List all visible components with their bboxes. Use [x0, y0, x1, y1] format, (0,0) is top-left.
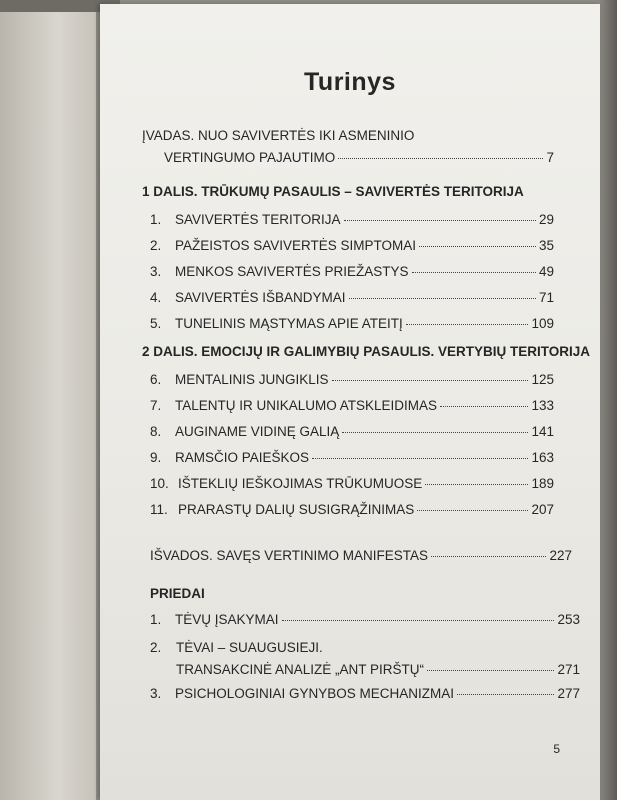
toc-page-number: 29 — [538, 212, 554, 227]
toc-entry — [150, 476, 554, 491]
toc-entry — [150, 612, 580, 627]
toc-entry-label: AUGINAME VIDINĘ GALIĄ — [175, 424, 340, 439]
dot-leader — [419, 246, 536, 247]
toc-entry — [176, 662, 580, 677]
toc-page-number: 71 — [538, 290, 554, 305]
toc-entry-number: 1. — [150, 612, 162, 627]
toc-entry-label: MENKOS SAVIVERTĖS PRIEŽASTYS — [175, 264, 409, 279]
toc-part1-heading: 1 DALIS. TRŪKUMŲ PASAULIS – SAVIVERTĖS TERITORIJA — [142, 184, 524, 199]
dot-leader — [332, 380, 529, 381]
toc-intro-line2: VERTINGUMO PAJAUTIMO — [164, 150, 336, 165]
toc-page-number: 207 — [531, 502, 554, 517]
toc-entry-number: 3. — [150, 264, 162, 279]
toc-entry-number: 1. — [150, 212, 162, 227]
adjacent-page — [0, 0, 96, 800]
toc-page-number: 133 — [531, 398, 554, 413]
toc-page-number: 163 — [531, 450, 554, 465]
toc-entry-label: TUNELINIS MĄSTYMAS APIE ATEITĮ — [175, 316, 403, 331]
toc-entry-label: TRANSAKCINĖ ANALIZĖ „ANT PIRŠTŲ“ — [176, 662, 425, 677]
toc-entry-label: TĖVŲ ĮSAKYMAI — [175, 612, 279, 627]
toc-conclusion-entry — [150, 548, 572, 563]
toc-entry-label: SAVIVERTĖS IŠBANDYMAI — [175, 290, 346, 305]
dot-leader — [427, 670, 554, 671]
dot-leader — [344, 220, 536, 221]
toc-entry-label: MENTALINIS JUNGIKLIS — [175, 372, 329, 387]
page-edge-shadow — [599, 0, 617, 800]
toc-page-number: 277 — [557, 686, 580, 701]
toc-appendix-heading: PRIEDAI — [150, 586, 205, 601]
toc-entry-number: 11. — [150, 502, 168, 517]
toc-entry-label: TĖVAI – SUAUGUSIEJI. — [176, 640, 323, 655]
toc-entry-label: RAMSČIO PAIEŠKOS — [175, 450, 310, 465]
toc-entry-label: PSICHOLOGINIAI GYNYBOS MECHANIZMAI — [175, 686, 455, 701]
page-title: Turinys — [304, 68, 396, 96]
toc-entry — [150, 212, 554, 227]
toc-entry-number: 2. — [150, 238, 162, 253]
toc-entry-label: PAŽEISTOS SAVIVERTĖS SIMPTOMAI — [175, 238, 417, 253]
toc-page-number: 227 — [549, 548, 572, 563]
toc-page-number: 125 — [531, 372, 554, 387]
toc-entry — [150, 238, 554, 253]
toc-entry-number: 2. — [150, 640, 162, 655]
dot-leader — [282, 620, 555, 621]
dot-leader — [425, 484, 528, 485]
toc-entry-number: 8. — [150, 424, 162, 439]
toc-entry-label: IŠVADOS. SAVĘS VERTINIMO MANIFESTAS — [150, 548, 429, 563]
toc-entry-number: 5. — [150, 316, 162, 331]
toc-entry-label: IŠTEKLIŲ IEŠKOJIMAS TRŪKUMUOSE — [178, 476, 423, 491]
toc-entry — [150, 398, 554, 413]
toc-entry — [150, 264, 554, 279]
toc-entry-label: TALENTŲ IR UNIKALUMO ATSKLEIDIMAS — [175, 398, 438, 413]
toc-entry — [150, 502, 554, 517]
toc-entry-number: 7. — [150, 398, 162, 413]
toc-entry-label: SAVIVERTĖS TERITORIJA — [175, 212, 341, 227]
toc-page-number: 141 — [531, 424, 554, 439]
dot-leader — [312, 458, 528, 459]
dot-leader — [406, 324, 529, 325]
toc-entry — [150, 424, 554, 439]
toc-intro-line1: ĮVADAS. NUO SAVIVERTĖS IKI ASMENINIO — [142, 128, 415, 143]
toc-part2-heading: 2 DALIS. EMOCIJŲ IR GALIMYBIŲ PASAULIS. VERTYBIŲ TERITORIJA — [142, 344, 591, 359]
toc-entry-number: 9. — [150, 450, 162, 465]
toc-entry-number: 3. — [150, 686, 162, 701]
toc-entry-number: 10. — [150, 476, 169, 491]
dot-leader — [417, 510, 528, 511]
dot-leader — [338, 158, 543, 159]
toc-entry — [150, 316, 554, 331]
book-page — [100, 4, 600, 800]
toc-page-number: 35 — [538, 238, 554, 253]
toc-entry — [150, 372, 554, 387]
dot-leader — [342, 432, 528, 433]
toc-page-number: 109 — [531, 316, 554, 331]
dot-leader — [349, 298, 536, 299]
toc-page-number: 189 — [531, 476, 554, 491]
toc-entry — [150, 686, 580, 701]
toc-entry — [150, 450, 554, 465]
toc-intro-entry — [164, 150, 554, 165]
toc-page-number: 271 — [557, 662, 580, 677]
toc-page-number: 49 — [538, 264, 554, 279]
page-number: 5 — [553, 742, 560, 756]
dot-leader — [431, 556, 546, 557]
toc-entry — [150, 290, 554, 305]
toc-page-number: 253 — [557, 612, 580, 627]
dot-leader — [440, 406, 528, 407]
toc-entry-label: PRARASTŲ DALIŲ SUSIGRĄŽINIMAS — [178, 502, 415, 517]
toc-entry-number: 6. — [150, 372, 162, 387]
toc-entry-number: 4. — [150, 290, 162, 305]
toc-page-number: 7 — [546, 150, 554, 165]
dot-leader — [412, 272, 536, 273]
dot-leader — [457, 694, 554, 695]
